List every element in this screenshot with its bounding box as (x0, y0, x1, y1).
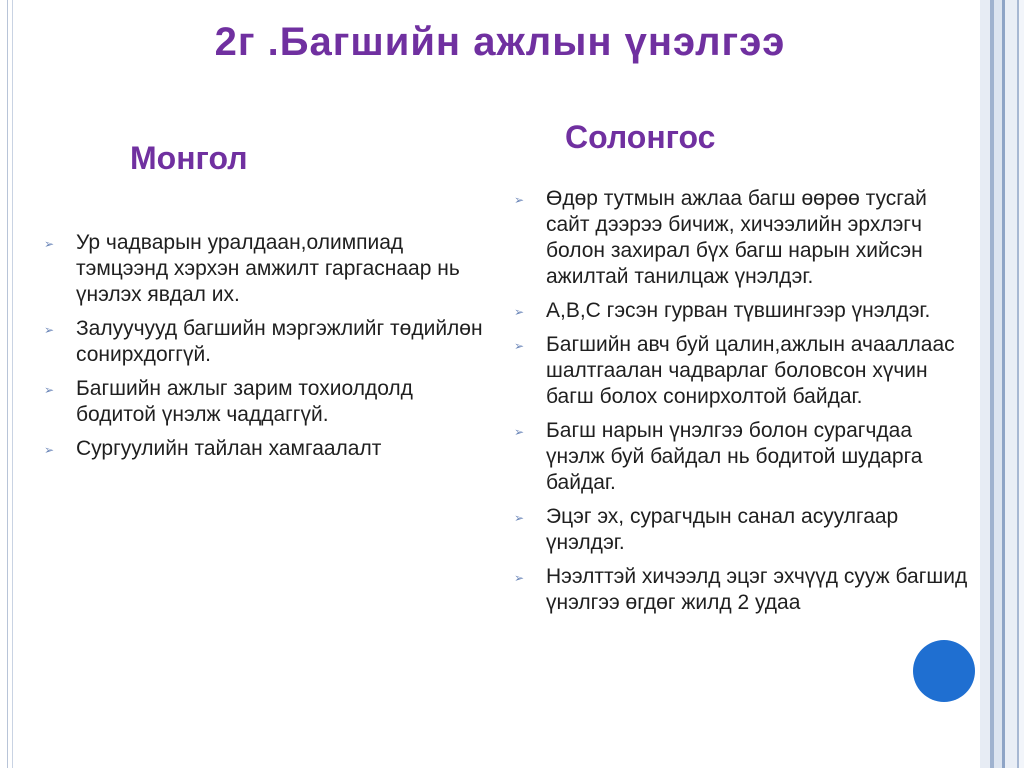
bullet-text: Эцэг эх, сурагчдын санал асуулгаар үнэлдэг. (546, 505, 899, 554)
left-border-decoration (7, 0, 13, 768)
arrow-bullet-icon: ➢ (514, 305, 525, 319)
bullet-text: A,B,C гэсэн гурван түвшингээр үнэлдэг. (546, 299, 931, 322)
list-item (514, 504, 974, 556)
bullet-text: Өдөр тутмын ажлаа багш өөрөө тусгай сайт дээрээ бичиж, хичээлийн эрхлэгч болон захирал бүх багш нарын хийсэн ажилтай танилцаж үнэлдэг. (546, 187, 927, 288)
left-column-heading: Монгол (130, 140, 248, 176)
bullet-text: Багш нарын үнэлгээ болон сурагчдаа үнэлж буй байдал нь бодитой шударга байдаг. (546, 419, 923, 494)
list-item (44, 316, 494, 368)
right-bullet-list (514, 186, 974, 624)
arrow-bullet-icon: ➢ (514, 425, 525, 439)
list-item (514, 186, 974, 290)
left-bullet-list (44, 230, 494, 470)
arrow-bullet-icon: ➢ (44, 443, 55, 457)
bullet-text: Багшийн ажлыг зарим тохиолдолд бодитой үнэлж чаддаггүй. (76, 377, 413, 426)
list-item (514, 418, 974, 496)
arrow-bullet-icon: ➢ (44, 237, 55, 251)
list-item (44, 230, 494, 308)
arrow-bullet-icon: ➢ (514, 571, 525, 585)
list-item (514, 298, 974, 324)
bullet-text: Ур чадварын уралдаан,олимпиад тэмцээнд хэрхэн амжилт гаргаснаар нь үнэлэх явдал их. (76, 231, 460, 306)
arrow-bullet-icon: ➢ (514, 339, 525, 353)
bullet-text: Залуучууд багшийн мэргэжлийг төдийлөн сонирхдоггүй. (76, 317, 483, 366)
right-stripe-decoration (980, 0, 1024, 768)
bullet-text: Багшийн авч буй цалин,ажлын ачааллаас шалтгаалан чадварлаг боловсон хүчин багш болох сонирхолтой байдаг. (546, 333, 955, 408)
list-item (514, 332, 974, 410)
slide-title: 2г .Багшийн ажлын үнэлгээ (214, 20, 786, 64)
arrow-bullet-icon: ➢ (514, 193, 525, 207)
right-column-heading: Солонгос (565, 119, 716, 155)
arrow-bullet-icon: ➢ (514, 511, 525, 525)
arrow-bullet-icon: ➢ (44, 383, 55, 397)
arrow-bullet-icon: ➢ (44, 323, 55, 337)
bullet-text: Нээлттэй хичээлд эцэг эхчүүд сууж багшид үнэлгээ өгдөг жилд 2 удаа (546, 565, 968, 614)
list-item (44, 436, 494, 462)
bullet-text: Сургуулийн тайлан хамгаалалт (76, 437, 382, 460)
list-item (44, 376, 494, 428)
decorative-circle (913, 640, 975, 702)
list-item (514, 564, 974, 616)
